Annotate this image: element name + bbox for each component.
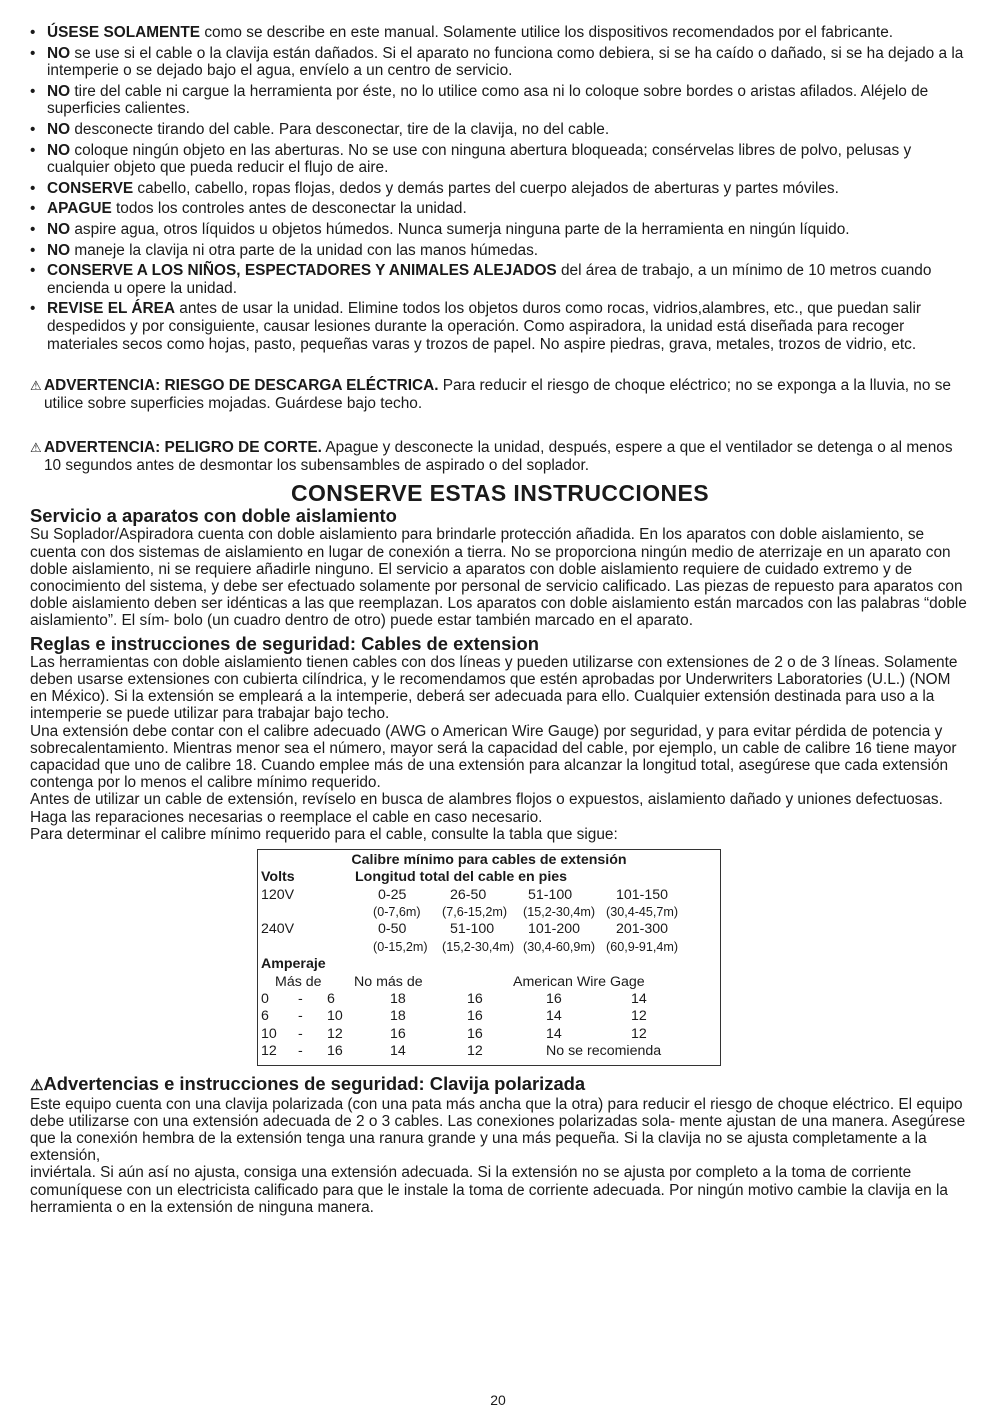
list-item [30, 221, 970, 239]
bullet-dot: • [30, 24, 36, 41]
table-header-row [261, 869, 717, 886]
amp-to: 6 [327, 991, 335, 1008]
list-item [30, 121, 970, 139]
no-mas-de-label: No más de [354, 973, 423, 990]
range-dash: - [298, 1025, 303, 1042]
bullet-text: todos los controles antes de desconectar la unidad. [111, 200, 467, 218]
amp-from: 0 [261, 991, 269, 1008]
table-header-row [261, 974, 717, 991]
section-heading-extension-cords: Reglas e instrucciones de seguridad: Cables de extension [30, 632, 539, 654]
table-row [261, 887, 717, 904]
table-row [261, 1008, 717, 1025]
table-row [261, 939, 717, 956]
warning-triangle-icon: ⚠ [30, 378, 42, 394]
gauge-cell: No se recomienda [546, 1043, 662, 1060]
extension-paragraph: Antes de utilizar un cable de extensión, revíselo en busca de alambres flojos o expuestos, aislamiento dañado y uniones defectuosas. Haga las reparaciones necesarias o reemplace el cable en caso necesario. [30, 791, 943, 826]
metric-range: (0-15,2m) [373, 939, 428, 954]
bullet-text: antes de usar la unidad. Elimine todos los objetos duros como rocas, vidrios,alambres, etc., que puedan salir despedidos y por consiguiente, causar lesiones durante la operación. Como aspiradora, la unidad está diseñada para recoger materiales secos como hojas, pasto, pequeñas varas y trozos de papel. No aspire piedras, grava, metales, trozos de vidrio, etc. [47, 300, 922, 353]
table-row [261, 904, 717, 921]
extension-paragraph: Una extensión debe contar con el calibre adecuado (AWG o American Wire Gauge) por seguridad, y para evitar pérdida de potencia y sobrecalentamiento. Mientras menor sea el número, mayor será la capacidad del cable, por ejemplo, un cable de calibre 16 tiene mayor capacidad que uno de calibre 18. Cuando emplee más de una extensión para alcanzar la longitud total, asegúrese que cada extensión contenga por lo menos el calibre mínimo requerido. [30, 722, 957, 792]
metric-range: (30,4-45,7m) [606, 905, 679, 920]
length-range: 201-300 [616, 921, 669, 938]
warning-triangle-icon: ⚠ [30, 1076, 44, 1094]
bullet-dot: • [30, 220, 36, 238]
length-label: Longitud total del cable en pies [355, 869, 568, 886]
bullet-keyword: NO [47, 82, 71, 100]
polarized-plug-paragraph: Este equipo cuenta con una clavija polarizada (con una pata más ancha que la otra) para reducir el riesgo de choque eléctrico. El equipo debe utilizarse con una extensión adecuada de 2 o 3 cables. Las conexiones polarizadas sola- mente ajustan de una manera. Asegúrese que la conexión hembra de la extensión tenga una ranura grande y una más pequeña. Si la clavija no se ajusta completamente a la extensión, [30, 1095, 966, 1165]
bullet-keyword: NO [47, 220, 71, 238]
list-item [30, 83, 970, 118]
table-row [261, 1026, 717, 1043]
length-range: 51-100 [528, 886, 573, 903]
bullet-dot: • [30, 141, 36, 159]
section-heading-text: Advertencias e instrucciones de seguridad: Clavija polarizada [43, 1072, 586, 1094]
metric-range: (60,9-91,4m) [606, 939, 679, 954]
bullet-dot: • [30, 241, 36, 259]
cut-warning [30, 439, 970, 474]
metric-range: (15,2-30,4m) [442, 939, 515, 954]
bullet-text: como se describe en este manual. Solamente utilice los dispositivos recomendados por el fabricante. [200, 24, 894, 41]
gauge-cell: 16 [467, 1025, 483, 1042]
length-range: 101-200 [528, 921, 581, 938]
safety-bullet-list [30, 24, 970, 353]
polarized-plug-paragraph: inviértala. Si aún así no ajusta, consiga una extensión adecuada. Si la extensión no se ajusta por completo a la toma de corriente comuníquese con un electricista calificado para que le instale la toma de corriente adecuada. Por ningún motivo cambie la clavija en la herramienta o en la extensión de ninguna manera. [30, 1164, 948, 1216]
gauge-cell: 16 [467, 1008, 483, 1025]
wire-gauge-table [257, 849, 721, 1066]
bullet-keyword: NO [47, 44, 71, 62]
amp-from: 6 [261, 1008, 269, 1025]
manual-page [30, 24, 970, 1216]
gauge-cell: 16 [467, 991, 483, 1008]
gauge-cell: 16 [390, 1025, 406, 1042]
list-item [30, 242, 970, 260]
amp-from: 10 [261, 1025, 277, 1042]
metric-range: (7,6-15,2m) [442, 905, 508, 920]
section-heading-double-insulation: Servicio a aparatos con doble aislamiento [30, 505, 397, 527]
gauge-cell: 12 [631, 1008, 647, 1025]
double-insulation-text: Su Soplador/Aspiradora cuenta con doble aislamiento para brindarle protección añadida. En los aparatos con doble aislamiento, se cuenta con dos sistemas de aislamiento en lugar de conexión a tierra. No se proporciona ningún medio de aterrizaje en un aparato con doble aislamiento, ni se requiere añadirle ninguno. El servicio a aparatos con doble aislamiento requiere de cuidado extremo y de conocimiento del sistema, y debe ser efectuado solamente por personal de servicio calificado. Las piezas de repuesto para aparatos con doble aislamiento deben ser idénticas a las que reemplazan. Los aparatos con doble aislamiento están marcados con las palabras “doble aislamiento”. El sím- bolo (un cuadro dentro de otro) puede estar también marcado en el aparato. [30, 526, 967, 630]
amp-label: Amperaje [261, 956, 326, 973]
length-range: 101-150 [616, 886, 669, 903]
bullet-dot: • [30, 300, 36, 318]
amp-to: 16 [327, 1043, 343, 1060]
list-item [30, 200, 970, 218]
range-dash: - [298, 1043, 303, 1060]
length-range: 0-50 [378, 921, 407, 938]
range-dash: - [298, 1008, 303, 1025]
table-row [261, 991, 717, 1008]
bullet-keyword: APAGUE [47, 200, 112, 218]
page-title: CONSERVE ESTAS INSTRUCCIONES [290, 480, 710, 507]
amp-from: 12 [261, 1043, 277, 1060]
volt-value: 120V [261, 886, 295, 903]
bullet-keyword: NO [47, 120, 71, 138]
bullet-dot: • [30, 44, 36, 62]
bullet-text: cabello, cabello, ropas flojas, dedos y demás partes del cuerpo alejados de aberturas y partes móviles. [133, 179, 839, 197]
gauge-cell: 12 [467, 1043, 483, 1060]
bullet-keyword: CONSERVE [47, 179, 134, 197]
list-item [30, 262, 970, 297]
shock-warning [30, 377, 970, 412]
bullet-text: del área de trabajo, a un mínimo de 10 metros cuando encienda u opere la unidad. [47, 262, 932, 297]
list-item [30, 142, 970, 177]
table-row [261, 921, 717, 938]
bullet-dot: • [30, 200, 36, 218]
amp-to: 12 [327, 1025, 343, 1042]
bullet-dot: • [30, 120, 36, 138]
mas-de-label: Más de [275, 973, 322, 990]
metric-range: (0-7,6m) [373, 905, 421, 920]
list-item [30, 45, 970, 80]
range-dash: - [298, 991, 303, 1008]
bullet-dot: • [30, 82, 36, 100]
gauge-cell: 14 [631, 991, 647, 1008]
bullet-text: maneje la clavija ni otra parte de la unidad con las manos húmedas. [70, 241, 539, 259]
table-header-row [261, 956, 717, 973]
bullet-text: aspire agua, otros líquidos u objetos húmedos. Nunca sumerja ninguna parte de la herramienta en ningún líquido. [70, 220, 850, 238]
bullet-text: tire del cable ni cargue la herramienta por éste, no lo utilice como asa ni lo coloque sobre bordes o aristas afilados. Aléjelo de superficies calientes. [47, 82, 929, 118]
page-number: 20 [490, 1392, 506, 1408]
gauge-cell: 14 [390, 1043, 406, 1060]
warning-heading: ADVERTENCIA: PELIGRO DE CORTE. [44, 439, 322, 457]
gauge-cell: 16 [546, 991, 562, 1008]
extension-paragraph: Las herramientas con doble aislamiento tienen cables con dos líneas y pueden utilizarse con extensiones de 2 o de 3 líneas. Solamente deben usarse extensiones con cubierta cilíndrica, y le recomendamos que estén aprobadas por Underwriters Laboratories (U.L.) (NOM en México). Si la extensión se empleará a la intemperie, deberá ser adecuada para ello. Cualquier extensión destinada para uso a la intemperie se puede utilizar para trabajar bajo techo. [30, 653, 958, 723]
volts-label: Volts [261, 869, 295, 886]
bullet-keyword: CONSERVE A LOS NIÑOS, ESPECTADORES Y ANIMALES ALEJADOS [47, 262, 557, 280]
warning-text: Para reducir el riesgo de choque eléctrico; no se exponga a la lluvia, no se utilice sobre superficies mojadas. Guárdese bajo techo. [44, 377, 951, 412]
gauge-cell: 12 [631, 1025, 647, 1042]
bullet-dot: • [30, 179, 36, 197]
warning-heading: ADVERTENCIA: RIESGO DE DESCARGA ELÉCTRICA. [44, 377, 439, 395]
table-title-row [261, 852, 717, 869]
bullet-text: coloque ningún objeto en las aberturas. No se use con ninguna abertura bloqueada; consérvelas libres de polvo, pelusas y cualquier objeto que pueda reducir el flujo de aire. [47, 141, 912, 177]
metric-range: (15,2-30,4m) [523, 905, 596, 920]
length-range: 0-25 [378, 886, 407, 903]
gauge-cell: 14 [546, 1008, 562, 1025]
bullet-text: se use si el cable o la clavija están dañados. Si el aparato no funciona como debiera, si se ha caído o dañado, si se ha dejado a la intemperie o se dejado bajo el agua, envíelo a un centro de servicio. [47, 44, 964, 80]
length-range: 51-100 [450, 921, 495, 938]
section-heading-polarized-plug [30, 1074, 970, 1096]
list-item [30, 24, 970, 42]
bullet-keyword: NO [47, 241, 71, 259]
metric-range: (30,4-60,9m) [523, 939, 596, 954]
bullet-keyword: ÚSESE SOLAMENTE [47, 24, 201, 41]
bullet-keyword: REVISE EL ÁREA [47, 300, 176, 318]
list-item [30, 180, 970, 198]
bullet-text: desconecte tirando del cable. Para desconectar, tire de la clavija, no del cable. [70, 120, 610, 138]
warning-text: Apague y desconecte la unidad, después, espere a que el ventilador se detenga o al menos 10 segundos antes de desmontar los subensambles de aspirado o del soplador. [44, 439, 953, 474]
gauge-cell: 14 [546, 1025, 562, 1042]
gauge-cell: 18 [390, 1008, 406, 1025]
extension-paragraph: Para determinar el calibre mínimo requerido para el cable, consulte la tabla que sigue: [30, 825, 618, 843]
bullet-keyword: NO [47, 141, 71, 159]
table-row [261, 1043, 717, 1060]
bullet-dot: • [30, 262, 36, 280]
gauge-cell: 18 [390, 991, 406, 1008]
volt-value: 240V [261, 921, 295, 938]
table-title: Calibre mínimo para cables de extensión [351, 851, 627, 868]
length-range: 26-50 [450, 886, 487, 903]
awg-label: American Wire Gage [513, 973, 645, 990]
warning-triangle-icon: ⚠ [30, 440, 42, 456]
list-item [30, 300, 970, 353]
amp-to: 10 [327, 1008, 343, 1025]
